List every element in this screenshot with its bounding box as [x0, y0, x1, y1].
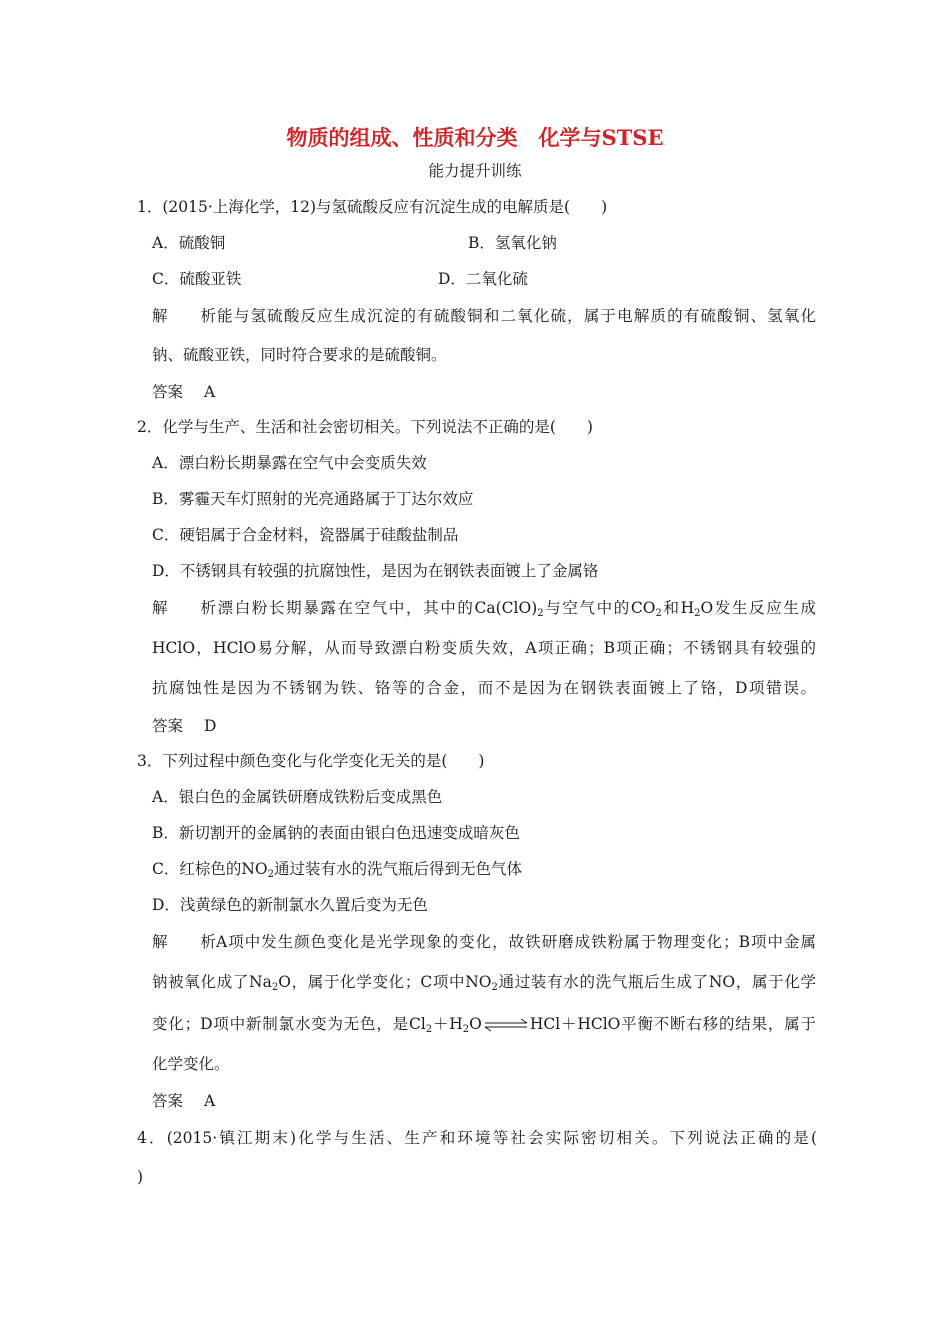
- q1-explanation-line-2: 钠、硫酸亚铁，同时符合要求的是硫酸铜。: [152, 346, 447, 364]
- q4-stem-line-2: ): [137, 1168, 144, 1186]
- page-subtitle: 能力提升训练: [428, 162, 522, 180]
- q2-answer: 答案 D: [152, 717, 217, 735]
- q3-explanation-line-4: 化学变化。: [152, 1055, 230, 1073]
- q3-option-b: B．新切割开的金属钠的表面由银白色迅速变成暗灰色: [152, 824, 520, 842]
- q1-option-b: B．氢氧化钠: [468, 234, 557, 252]
- q1-stem: 1．(2015·上海化学，12)与氢硫酸反应有沉淀生成的电解质是( ): [137, 198, 608, 216]
- q1-explanation-line-1: 解析能与氢硫酸反应生成沉淀的有硫酸铜和二氧化硫，属于电解质的有硫酸铜、氢氧化: [152, 307, 816, 325]
- q1-option-c: C．硫酸亚铁: [152, 270, 242, 288]
- q2-option-a: A．漂白粉长期暴露在空气中会变质失效: [152, 454, 427, 472]
- q3-answer: 答案 A: [152, 1092, 216, 1110]
- q1-option-a: A．硫酸铜: [152, 234, 226, 252]
- q2-option-d: D．不锈钢具有较强的抗腐蚀性，是因为在钢铁表面镀上了金属铬: [152, 562, 599, 580]
- q3-option-d: D．浅黄绿色的新制氯水久置后变为无色: [152, 896, 428, 914]
- q3-explanation-line-3: 变化；D项中新制氯水变为无色，是$Cl_2+H_2O$ HCl＋HClO平衡不断右移的结果，属于: [152, 1015, 816, 1035]
- q4-stem-line-1: 4．(2015·镇江期末)化学与生活、生产和环境等社会实际密切相关。下列说法正确的是(: [137, 1129, 817, 1147]
- page-title: 物质的组成、性质和分类 化学与STSE: [286, 125, 664, 150]
- q3-option-c: C．红棕色的$NO_2$通过装有水的洗气瓶后得到无色气体: [152, 860, 523, 880]
- q1-answer: 答案 A: [152, 383, 216, 401]
- q2-explanation-label: 解析: [152, 599, 216, 617]
- q3-explanation-line-2: 钠被氧化成了$Na_2O$，属于化学变化；C项中$NO_2$通过装有水的洗气瓶后生成了NO，属于化学: [152, 973, 816, 993]
- q1-option-d: D．二氧化硫: [438, 270, 528, 288]
- q3-stem: 3．下列过程中颜色变化与化学变化无关的是( ): [137, 752, 485, 770]
- q2-explanation-line-1: 解析漂白粉长期暴露在空气中，其中的$Ca(ClO)_2$与空气中的$CO_2$和$H_2O$发生反应生成: [152, 599, 816, 619]
- q2-explanation-line-2: HClO，HClO易分解，从而导致漂白粉变质失效，A项正确；B项正确；不锈钢具有较强的: [152, 639, 816, 657]
- q2-stem: 2．化学与生产、生活和社会密切相关。下列说法不正确的是( ): [137, 418, 593, 436]
- reversible-reaction-arrow-icon: [483, 1018, 529, 1032]
- q2-explanation-line-3: 抗腐蚀性是因为不锈钢为铁、铬等的合金，而不是因为在钢铁表面镀上了铬，D项错误。: [152, 679, 816, 697]
- q2-option-b: B．雾霾天车灯照射的光亮通路属于丁达尔效应: [152, 490, 474, 508]
- q2-option-c: C．硬铝属于合金材料，瓷器属于硅酸盐制品: [152, 526, 459, 544]
- q3-explanation-line-1: 解析A项中发生颜色变化是光学现象的变化，故铁研磨成铁粉属于物理变化；B项中金属: [152, 933, 816, 951]
- q3-option-a: A．银白色的金属铁研磨成铁粉后变成黑色: [152, 788, 443, 806]
- q1-explanation-label: 解析: [152, 307, 216, 325]
- q3-explanation-label: 解析: [152, 933, 216, 951]
